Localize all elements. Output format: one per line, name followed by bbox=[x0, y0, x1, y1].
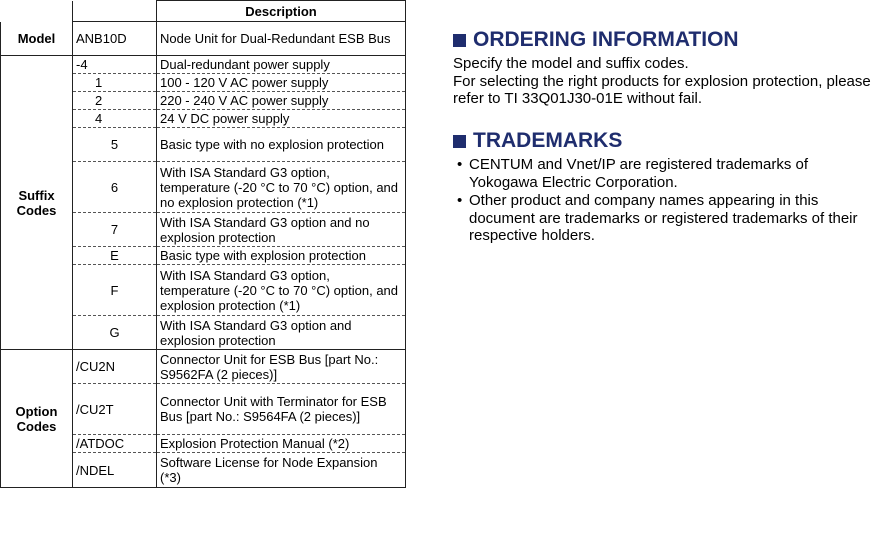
description-cell: With ISA Standard G3 option and no explosion protection bbox=[157, 213, 406, 247]
list-item bbox=[453, 192, 873, 245]
description-cell: With ISA Standard G3 option, temperature (-20 °C to 70 °C) option, and no explosion protection (*1) bbox=[157, 162, 406, 213]
code-cell: F bbox=[73, 265, 157, 316]
bullet-dot-icon: • bbox=[457, 156, 463, 173]
code-cell: /NDEL bbox=[73, 453, 157, 488]
table-row bbox=[1, 22, 406, 56]
description-cell: Explosion Protection Manual (*2) bbox=[157, 435, 406, 453]
description-cell: Basic type with no explosion protection bbox=[157, 128, 406, 162]
code-cell: /CU2T bbox=[73, 384, 157, 435]
group-label: Model bbox=[1, 22, 73, 56]
code-cell: 1 bbox=[73, 74, 157, 92]
square-bullet-icon bbox=[453, 135, 466, 148]
code-cell: 7 bbox=[73, 213, 157, 247]
description-header: Description bbox=[157, 1, 406, 22]
description-cell: With ISA Standard G3 option, temperature (-20 °C to 70 °C) option, and explosion protection (*1) bbox=[157, 265, 406, 316]
table-header-row bbox=[1, 1, 406, 22]
description-cell: Connector Unit for ESB Bus [part No.: S9562FA (2 pieces)] bbox=[157, 350, 406, 384]
ordering-line-1: Specify the model and suffix codes. bbox=[453, 55, 689, 72]
trademarks-list bbox=[453, 156, 873, 245]
description-cell: With ISA Standard G3 option and explosion protection bbox=[157, 316, 406, 350]
code-cell: E bbox=[73, 247, 157, 265]
description-cell: 100 - 120 V AC power supply bbox=[157, 74, 406, 92]
ordering-title: ORDERING INFORMATION bbox=[473, 28, 739, 51]
trademark-text-1: CENTUM and Vnet/IP are registered trademarks of Yokogawa Electric Corporation. bbox=[469, 156, 809, 191]
description-cell: Software License for Node Expansion (*3) bbox=[157, 453, 406, 488]
code-cell: 5 bbox=[73, 128, 157, 162]
ordering-line-2: For selecting the right products for explosion protection, please refer to TI 33Q01J30-01E without fail. bbox=[453, 73, 871, 107]
trademarks-heading bbox=[453, 129, 873, 153]
code-cell: -4 bbox=[73, 56, 157, 74]
right-panel bbox=[453, 28, 873, 246]
description-cell: Connector Unit with Terminator for ESB Bus [part No.: S9564FA (2 pieces)] bbox=[157, 384, 406, 435]
trademark-text-2: Other product and company names appearing in this document are trademarks or registered trademarks of their respective holders. bbox=[469, 192, 858, 244]
list-item bbox=[453, 156, 873, 191]
code-cell: /ATDOC bbox=[73, 435, 157, 453]
code-cell: 6 bbox=[73, 162, 157, 213]
code-cell: G bbox=[73, 316, 157, 350]
group-label: Option Codes bbox=[1, 350, 73, 488]
description-cell: Basic type with explosion protection bbox=[157, 247, 406, 265]
spec-table bbox=[0, 0, 406, 488]
description-cell: Dual-redundant power supply bbox=[157, 56, 406, 74]
code-cell: 4 bbox=[73, 110, 157, 128]
code-cell: /CU2N bbox=[73, 350, 157, 384]
bullet-dot-icon: • bbox=[457, 192, 463, 209]
code-cell: ANB10D bbox=[73, 22, 157, 56]
code-cell: 2 bbox=[73, 92, 157, 110]
square-bullet-icon bbox=[453, 34, 466, 47]
group-label: Suffix Codes bbox=[1, 56, 73, 350]
ordering-heading bbox=[453, 28, 873, 52]
table-row bbox=[1, 56, 406, 74]
description-cell: Node Unit for Dual-Redundant ESB Bus bbox=[157, 22, 406, 56]
table-row bbox=[1, 350, 406, 384]
trademarks-title: TRADEMARKS bbox=[473, 129, 623, 152]
description-cell: 220 - 240 V AC power supply bbox=[157, 92, 406, 110]
description-cell: 24 V DC power supply bbox=[157, 110, 406, 128]
